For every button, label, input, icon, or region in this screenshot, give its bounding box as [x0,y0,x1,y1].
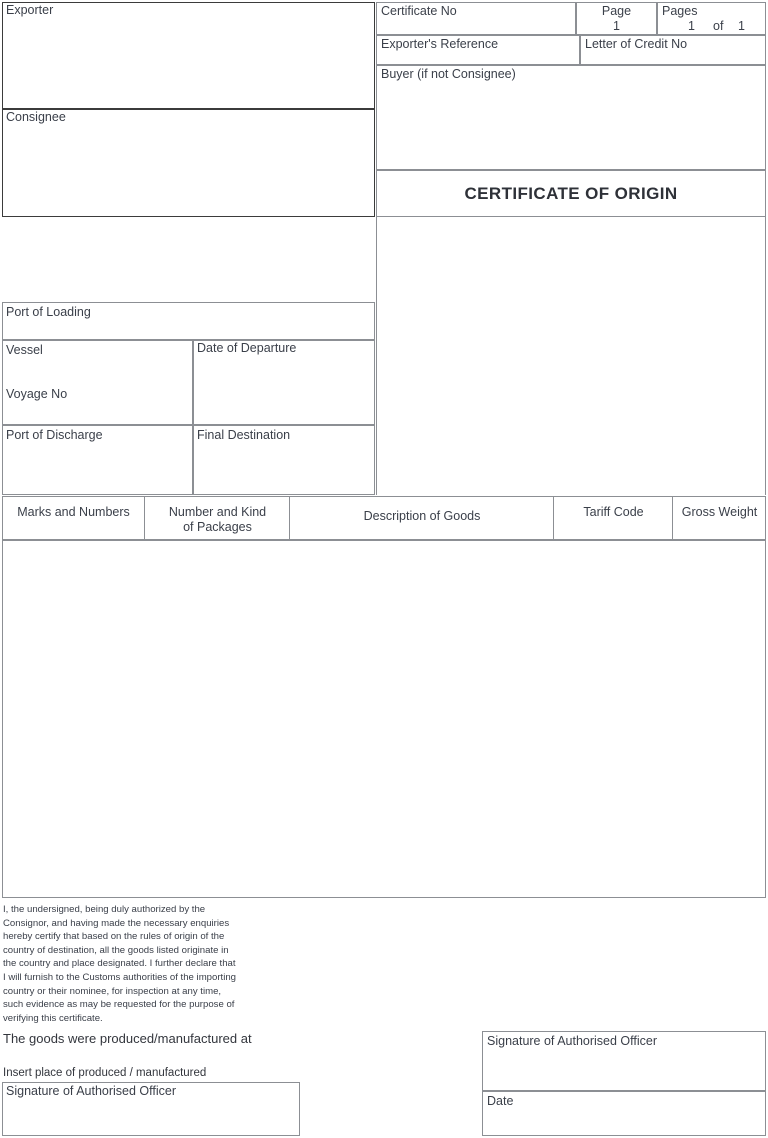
insert-place-label: Insert place of produced / manufactured [3,1067,207,1079]
declaration-line-7: country or their nominee, for inspection at any time, [3,985,222,997]
date-of-departure-label: Date of Departure [197,341,297,355]
exporter-box[interactable] [2,2,375,109]
column-header-tariff-code: Tariff Code [583,505,644,519]
column-header-packages-line2: of Packages [183,520,252,534]
final-destination-label: Final Destination [197,428,291,442]
officer-signature-label: Signature of Authorised Officer [487,1034,658,1048]
column-header-packages-line1: Number and Kind [168,505,267,519]
column-header-packages [145,500,290,535]
declaration-line-4: country of destination, all the goods listed originate in [3,944,229,956]
pages-value: 1 [688,19,695,33]
consignee-box[interactable] [2,109,375,217]
declaration-line-3: hereby certify that based on the rules of origin of the [3,931,225,943]
declaration-line-8: such evidence as may be requested for the purpose of [3,999,235,1011]
consignee-label: Consignee [6,110,66,124]
column-header-description-of-goods: Description of Goods [363,509,481,523]
goods-table-body[interactable] [2,540,766,898]
port-of-discharge-label: Port of Discharge [6,428,103,442]
date-label: Date [487,1094,514,1108]
declarant-signature-label: Signature of Authorised Officer [6,1084,177,1098]
voyage-no-label: Voyage No [6,387,68,401]
column-header-gross-weight: Gross Weight [681,505,758,519]
port-of-loading-label: Port of Loading [6,305,91,319]
declaration-line-1: I, the undersigned, being duly authorized by the [3,904,206,915]
declaration-line-5: the country and place designated. I further declare that [3,958,236,970]
left-gap-box [2,217,375,302]
page-value: 1 [613,19,620,33]
letter-of-credit-label: Letter of Credit No [585,37,688,51]
column-header-marks-and-numbers: Marks and Numbers [17,505,130,519]
declaration-line-2: Consignor, and having made the necessary enquiries [3,917,230,929]
pages-total: 1 [738,19,745,33]
produced-manufactured-at-label: The goods were produced/manufactured at [3,1031,252,1046]
pages-label: Pages [662,4,698,18]
declaration-text [3,903,285,1025]
exporter-label: Exporter [6,3,54,17]
declaration-line-9: verifying this certificate. [3,1012,103,1024]
certificate-no-label: Certificate No [381,4,457,18]
declaration-line-6: I will furnish to the Customs authorities of the importing [3,971,237,983]
vessel-label: Vessel [6,343,43,357]
buyer-label: Buyer (if not Consignee) [381,67,516,81]
right-blank-panel [376,217,766,495]
date-box[interactable] [482,1091,766,1136]
pages-of-label: of [713,19,724,33]
exporters-reference-label: Exporter's Reference [381,37,499,51]
page-title: CERTIFICATE OF ORIGIN [464,184,678,203]
page-label: Page [601,4,632,18]
